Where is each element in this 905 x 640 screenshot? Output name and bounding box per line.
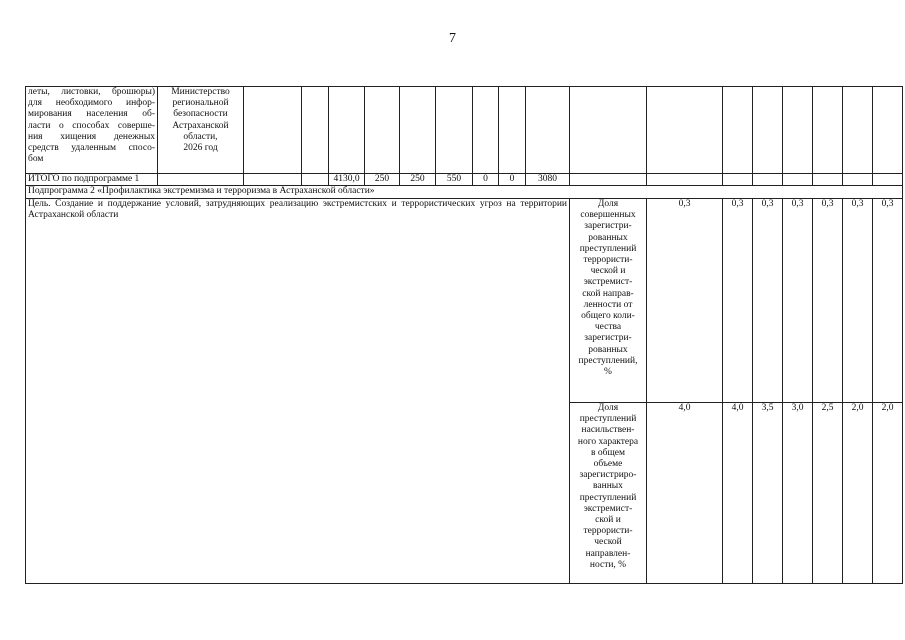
indicator-value: 2,5 xyxy=(813,403,843,584)
indicator-name-line: направлен- xyxy=(585,548,631,559)
activity-executor-line: Астраханской xyxy=(172,120,229,131)
total-value: 550 xyxy=(436,174,473,186)
empty-cell xyxy=(783,87,813,174)
indicator-name xyxy=(570,199,647,403)
indicator-name-line: экстремист- xyxy=(583,503,633,514)
goal-text: Цель. Создание и поддержание условий, затрудняющих реализацию экстремистских и террористических угроз на территории Астраханской области xyxy=(26,199,570,584)
total-value: 3080 xyxy=(526,174,570,186)
empty-cell xyxy=(813,87,843,174)
indicator-name-line: экстремист- xyxy=(583,277,633,288)
indicator-name-line: Доля xyxy=(597,199,619,209)
program-table xyxy=(25,86,903,584)
indicator-name-line: преступлений xyxy=(579,243,637,254)
indicator-name-line: чества xyxy=(594,322,622,333)
activity-description-line: ласти о способах соверше- xyxy=(28,120,155,131)
empty-cell xyxy=(873,174,903,186)
empty-cell xyxy=(302,87,329,174)
indicator-name xyxy=(570,403,647,584)
total-row xyxy=(26,174,903,186)
indicator-value: 0,3 xyxy=(813,199,843,403)
empty-cell xyxy=(329,87,365,174)
activity-description-line: средств удаленным спосо- xyxy=(28,143,155,154)
empty-cell xyxy=(813,174,843,186)
indicator-name-line: ванных xyxy=(593,481,623,492)
activity-executor-line: безопасности xyxy=(173,109,228,120)
empty-cell xyxy=(753,174,783,186)
page-number: 7 xyxy=(449,31,456,46)
indicator-name-line: зарегистри- xyxy=(584,221,632,232)
activity-description-line: мирования населения об- xyxy=(28,109,155,120)
subprogram-row xyxy=(26,186,903,199)
empty-cell xyxy=(526,87,570,174)
indicator-value: 2,0 xyxy=(843,403,873,584)
empty-cell xyxy=(499,87,526,174)
indicator-name-line: рованных xyxy=(588,344,628,355)
indicator-name-line: преступлений xyxy=(579,414,637,425)
indicator-name-line: ческой и xyxy=(590,266,626,277)
subprogram-title: Подпрограмма 2 «Профилактика экстремизма и терроризма в Астраханской области» xyxy=(26,186,903,199)
indicator-row xyxy=(26,199,903,403)
indicator-value: 0,3 xyxy=(783,199,813,403)
indicator-name-line: ческой xyxy=(594,537,622,548)
indicator-name-line: зарегистриро- xyxy=(579,470,637,481)
empty-cell xyxy=(723,87,753,174)
empty-cell xyxy=(873,87,903,174)
indicator-name-line: ности, % xyxy=(589,559,627,570)
activity-executor-line: 2026 год xyxy=(183,143,218,154)
empty-cell xyxy=(158,174,244,186)
empty-cell xyxy=(570,174,647,186)
activity-executor xyxy=(158,87,244,174)
indicator-value: 3,5 xyxy=(753,403,783,584)
empty-cell xyxy=(647,174,723,186)
empty-cell xyxy=(570,87,647,174)
activity-row xyxy=(26,87,903,174)
empty-cell xyxy=(843,87,873,174)
empty-cell xyxy=(843,174,873,186)
indicator-name-line: ской и xyxy=(595,515,621,526)
indicator-name-line: зарегистри- xyxy=(584,333,632,344)
empty-cell xyxy=(723,174,753,186)
indicator-name-line: в общем xyxy=(591,447,625,458)
indicator-name-line: совершенных xyxy=(580,210,636,221)
activity-description-line: ния хищения денежных xyxy=(28,131,155,142)
empty-cell xyxy=(400,87,436,174)
total-value: 4130,0 xyxy=(329,174,365,186)
total-value: 250 xyxy=(365,174,400,186)
total-value: 0 xyxy=(499,174,526,186)
activity-executor-line: региональной xyxy=(172,98,229,109)
indicator-value: 2,0 xyxy=(873,403,903,584)
indicator-value: 3,0 xyxy=(783,403,813,584)
indicator-name-line: ской направ- xyxy=(582,288,634,299)
activity-description-line: для необходимого инфор- xyxy=(28,98,155,109)
empty-cell xyxy=(365,87,400,174)
empty-cell xyxy=(647,87,723,174)
activity-executor-line: области, xyxy=(183,131,218,142)
empty-cell xyxy=(244,87,302,174)
indicator-name-line: рованных xyxy=(588,232,628,243)
indicator-name-line: насильствен- xyxy=(581,425,635,436)
indicator-value: 0,3 xyxy=(873,199,903,403)
indicator-value: 0,3 xyxy=(723,199,753,403)
indicator-name-line: общего коли- xyxy=(581,311,635,322)
indicator-name-line: Доля xyxy=(597,403,619,413)
empty-cell xyxy=(473,87,499,174)
indicator-name-line: объеме xyxy=(593,459,623,470)
total-value: 250 xyxy=(400,174,436,186)
empty-cell xyxy=(302,174,329,186)
indicator-name-line: преступлений, xyxy=(578,355,638,366)
indicator-name-line: преступлений xyxy=(579,492,637,503)
activity-description-line: леты, листовки, брошюры) xyxy=(28,87,155,97)
total-label: ИТОГО по подпрограмме 1 xyxy=(26,174,158,186)
empty-cell xyxy=(244,174,302,186)
indicator-value: 4,0 xyxy=(723,403,753,584)
indicator-name-line: ного характера xyxy=(577,436,639,447)
total-value: 0 xyxy=(473,174,499,186)
empty-cell xyxy=(436,87,473,174)
indicator-name-line: террористи- xyxy=(583,255,633,266)
indicator-value: 0,3 xyxy=(843,199,873,403)
indicator-base-value: 0,3 xyxy=(647,199,723,403)
indicator-value: 0,3 xyxy=(753,199,783,403)
activity-description xyxy=(26,87,158,174)
empty-cell xyxy=(783,174,813,186)
indicator-base-value: 4,0 xyxy=(647,403,723,584)
activity-executor-line: Министерство xyxy=(171,87,230,97)
indicator-name-line: ленности от xyxy=(583,299,633,310)
activity-description-line: бом xyxy=(28,154,44,165)
indicator-name-line: % xyxy=(604,367,612,378)
indicator-name-line: террористи- xyxy=(583,526,633,537)
empty-cell xyxy=(753,87,783,174)
